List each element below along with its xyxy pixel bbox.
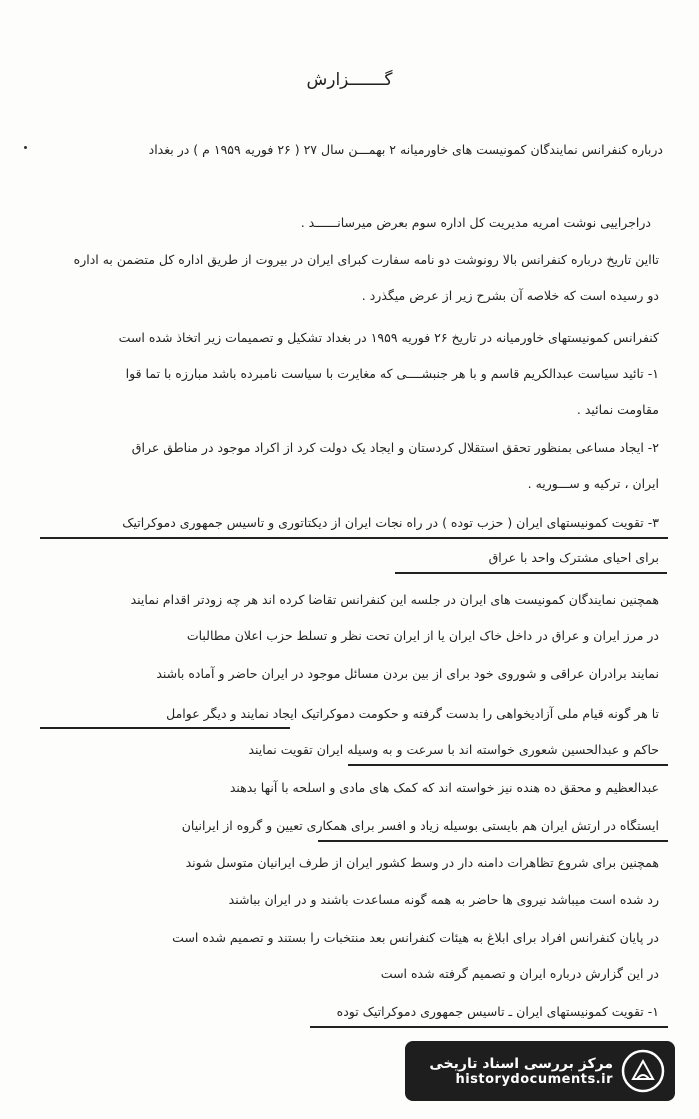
text-line: دراجراییی نوشت امریه مدیریت کل اداره سوم بعرض میرسانــــــد .: [300, 215, 651, 230]
text-line: دو رسیده است که خلاصه آن بشرح زیر از عرض میگذرد .: [361, 288, 659, 303]
hand-underline: [40, 727, 290, 729]
hand-underline: [318, 840, 668, 842]
text-line: برای احیای مشترک واحد با عراق: [488, 550, 659, 565]
watermark-url: historydocuments.ir: [455, 1071, 613, 1087]
text-line: کنفرانس کمونیستهای خاورمیانه در تاریخ ۲۶ فوریه ۱۹۵۹ در بغداد تشکیل و تصمیمات زیر اتخاذ شده است: [118, 330, 659, 345]
archive-logo-icon: [621, 1049, 665, 1093]
text-line: رد شده است میباشد نیروی ها حاضر به همه گونه مساعدت باشند و در ایران بباشند: [228, 892, 659, 907]
text-line: همچنین نمایندگان کمونیست های ایران در جلسه این کنفرانس تقاضا کرده اند هر چه زودتر اقدام نمایند: [130, 592, 659, 607]
hand-underline: [348, 764, 668, 766]
text-line: مقاومت نمائید .: [576, 402, 659, 417]
watermark-name: مرکز بررسی اسناد تاریخی: [429, 1055, 613, 1072]
text-line: تا هر گونه قیام ملی آزادیخواهی را بدست گرفته و حکومت دموکراتیک ایجاد نمایند و دیگر عوامل: [166, 706, 659, 721]
hand-underline: [395, 572, 667, 574]
text-line: عبدالعظیم و محقق ده هنده نیز خواسته اند که کمک های مادی و اسلحه با آنها بدهند: [229, 780, 659, 795]
hand-underline: [40, 537, 668, 539]
archive-watermark: [405, 1041, 675, 1101]
text-line: در مرز ایران و عراق در داخل خاک ایران یا از ایران تحت نظر و تسلط حزب اعلان مطالبات: [186, 628, 659, 643]
text-line: حاکم و عبدالحسین شعوری خواسته اند با سرعت و به وسیله ایران تقویت نمایند: [248, 742, 659, 757]
text-line: در این گزارش درباره ایران و تصمیم گرفته شده است: [380, 966, 659, 981]
text-line: ایستگاه در ارتش ایران هم بایستی بوسیله زیاد و افسر برای همکاری تعیین و گروه از ایرانیان: [181, 818, 659, 833]
text-line: ۳- تقویت کمونیستهای ایران ( حزب توده ) در راه نجات ایران از دیکتاتوری و تاسیس جمهوری دموکراتیک: [122, 515, 659, 530]
text-line: در پایان کنفرانس افراد برای ابلاغ به هیئات کنفرانس بعد منتخبات را بستند و تصمیم شده است: [172, 930, 659, 945]
text-line: همچنین برای شروع تظاهرات دامنه دار در وسط کشور ایران از طرف ایرانیان متوسل شوند: [185, 855, 659, 870]
document-title: گـــــــزارش: [306, 70, 393, 90]
text-line: ایران ، ترکیه و ســـوریه .: [527, 476, 659, 491]
text-line: ۲- ایجاد مساعی بمنظور تحقق استقلال کردستان و ایجاد یک دولت کرد از اکراد موجود در مناطق عراق: [131, 440, 659, 455]
text-line: تااین تاریخ درباره کنفرانس بالا رونوشت دو نامه سفارت کبرای ایران در بیروت از طریق اداره کل متضمن به اداره: [73, 252, 659, 267]
text-line: ۱- تائید سیاست عبدالکریم قاسم و با هر جنبشــــی که مغایرت با سیاست نامبرده باشد مبارزه با تما قوا: [125, 366, 659, 381]
subject-line: درباره کنفرانس نمایندگان کمونیست های خاورمیانه ۲ بهمـــن سال ۲۷ ( ۲۶ فوریه ۱۹۵۹ م ) در بغداد: [148, 142, 663, 157]
text-line: نمایند برادران عراقی و شوروی خود برای از بین بردن مسائل موجود در ایران حاضر و آماده باشند: [156, 666, 659, 681]
ink-mark: [24, 146, 27, 149]
hand-underline: [310, 1026, 668, 1028]
conclusion-item-1: ۱- تقویت کمونیستهای ایران ـ تاسیس جمهوری دموکراتیک توده: [336, 1004, 659, 1019]
